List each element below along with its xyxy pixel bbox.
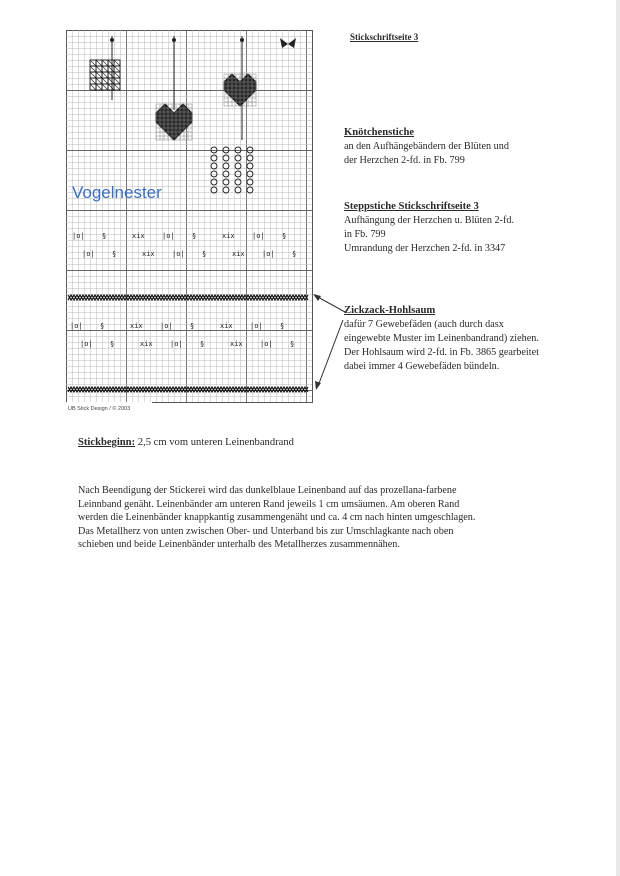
svg-text:|o|: |o| <box>250 322 263 330</box>
svg-text:§: § <box>112 250 117 258</box>
zickzack-line: eingewebte Muster im Leinenbandrand) ziehen. <box>344 333 539 344</box>
svg-text:|o|: |o| <box>70 322 83 330</box>
svg-text:xix: xix <box>222 232 235 240</box>
paragraph-line: Das Metallherz von unten zwischen Ober- und Unterband bis zur Umschlagkante nach oben <box>78 525 454 537</box>
svg-text:§: § <box>102 232 107 240</box>
steppstiche-line: Aufhängung der Herzchen u. Blüten 2-fd. <box>344 215 515 226</box>
instructions-paragraph <box>78 484 578 552</box>
svg-text:xix: xix <box>130 322 143 330</box>
arrow-line-1 <box>316 296 345 312</box>
paragraph-line: werden die Leinenbänder knappkantig zusammengenäht und ca. 4 cm nach hinten umgeschlagen. <box>78 512 476 524</box>
svg-text:§: § <box>192 232 197 240</box>
svg-text:§: § <box>200 340 205 348</box>
knotchen-line: an den Aufhängebändern der Blüten und <box>344 141 509 152</box>
steppstiche-heading: Steppstiche Stickschriftseite 3 <box>344 201 479 212</box>
svg-text:|o|: |o| <box>172 250 185 258</box>
stickbeginn-label: Stickbeginn: <box>78 437 136 448</box>
svg-text:|o|: |o| <box>260 340 273 348</box>
chart-copyright: UB Stick Design / © 2003 <box>68 406 131 412</box>
zickzack-line: dafür 7 Gewebefäden (auch durch dasx <box>344 319 504 330</box>
paragraph-line: Nach Beendigung der Stickerei wird das dunkelblaue Leinenband auf das prozellana-farbene <box>78 485 457 496</box>
page-title: Stickschriftseite 3 <box>350 32 419 42</box>
chart-label: Vogelnester <box>72 183 162 202</box>
svg-text:|o|: |o| <box>72 232 85 240</box>
svg-text:xix: xix <box>232 250 245 258</box>
zickzack-line: dabei immer 4 Gewebefäden bündeln. <box>344 361 500 372</box>
svg-text:xix: xix <box>220 322 233 330</box>
paragraph-line: Leinnband genäht. Leinenbänder am unteren Rand jeweils 1 cm umsäumen. Am oberen Rand <box>78 498 460 510</box>
svg-text:§: § <box>280 322 285 330</box>
zickzack-section <box>344 304 539 374</box>
zickzack-heading: Zickzack-Hohlsaum <box>344 305 436 316</box>
arrow-head-2 <box>315 381 321 390</box>
svg-text:|o|: |o| <box>262 250 275 258</box>
svg-text:|o|: |o| <box>80 340 93 348</box>
paragraph-line: schieben und beide Leinenbänder unterhalb des Metallherzes zusammennähen. <box>78 539 400 551</box>
arrow-head-1 <box>313 294 321 301</box>
svg-text:xix: xix <box>140 340 153 348</box>
svg-text:|o|: |o| <box>162 232 175 240</box>
svg-text:§: § <box>190 322 195 330</box>
svg-text:xix: xix <box>142 250 155 258</box>
steppstiche-line: in Fb. 799 <box>344 229 386 240</box>
svg-text:§: § <box>292 250 297 258</box>
steppstiche-section <box>344 200 514 256</box>
zickzack-line: Der Hohlsaum wird 2-fd. in Fb. 3865 gearbeitet <box>344 347 539 358</box>
arrow-line-2 <box>318 320 343 386</box>
svg-text:§: § <box>290 340 295 348</box>
svg-text:|o|: |o| <box>160 322 173 330</box>
knotchen-line: der Herzchen 2-fd. in Fb. 799 <box>344 155 465 166</box>
svg-text:|o|: |o| <box>170 340 183 348</box>
svg-text:xix: xix <box>230 340 243 348</box>
steppstiche-line: Umrandung der Herzchen 2-fd. in 3347 <box>344 243 506 254</box>
stickbeginn <box>78 437 294 448</box>
stickbeginn-text: 2,5 cm vom unteren Leinenbandrand <box>137 437 294 448</box>
svg-text:§: § <box>202 250 207 258</box>
svg-text:§: § <box>282 232 287 240</box>
svg-text:§: § <box>100 322 105 330</box>
svg-text:§: § <box>110 340 115 348</box>
svg-text:|o|: |o| <box>252 232 265 240</box>
svg-text:xix: xix <box>132 232 145 240</box>
svg-text:|o|: |o| <box>82 250 95 258</box>
knotchen-section <box>344 126 509 168</box>
knotchen-heading: Knötchenstiche <box>344 127 415 138</box>
